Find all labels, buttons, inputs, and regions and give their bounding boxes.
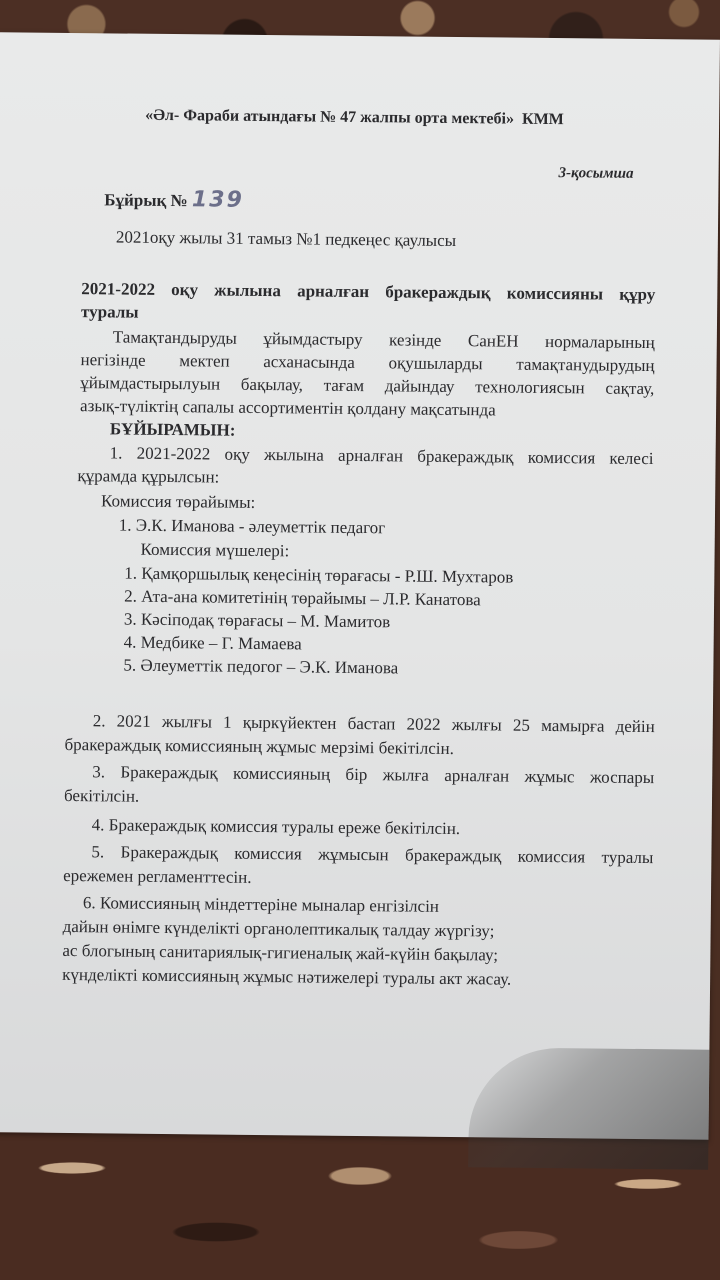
org-type: КММ bbox=[521, 110, 564, 129]
chair-label: Комиссия төрайымы: bbox=[101, 491, 256, 512]
item3-line1: 3. Бракераждық комиссияның бір жылға арналған жұмыс жоспары bbox=[92, 762, 655, 788]
order-title-line2: туралы bbox=[80, 302, 139, 322]
duty-item: ас блогының санитариялық-гигиеналық жай-күйін бақылау; bbox=[62, 940, 499, 965]
item5-line2: ережемен регламенттесін. bbox=[63, 865, 252, 887]
chair-entry: 1. Э.К. Иманова - әлеуметтік педагог bbox=[118, 515, 386, 538]
item1-line1: 1. 2021-2022 оқу жылына арналған бракераждық комиссия келесі bbox=[109, 443, 654, 469]
item5-line1: 5. Бракераждық комиссия жұмысын бракераждық комиссия туралы bbox=[91, 842, 654, 868]
preamble-line4: азық-түліктің сапалы ассортиментін қолдану мақсатында bbox=[80, 396, 496, 420]
item1-line2: құрамда құрылсын: bbox=[77, 466, 220, 487]
order-number-line bbox=[104, 187, 244, 212]
duty-item: дайын өнімге күнделікті органолептикалық талдау жүргізу; bbox=[62, 916, 495, 941]
order-heading: БҰЙЫРАМЫН: bbox=[109, 419, 236, 440]
member-item: 5. Әлеуметтік педогог – Э.К. Иманова bbox=[123, 655, 399, 678]
member-item: 3. Кәсіподақ төрағасы – М. Мамитов bbox=[123, 609, 391, 632]
item2-line2: бракераждық комиссияның жұмыс мерзімі бекітілсін. bbox=[64, 734, 455, 759]
order-label: Бұйрық № bbox=[104, 190, 188, 211]
council-decision: 2021оқу жылы 31 тамыз №1 педкеңес қаулысы bbox=[115, 227, 457, 251]
item6-intro: 6. Комиссияның міндеттеріне мыналар енгізілсін bbox=[82, 893, 440, 916]
document-paper bbox=[0, 32, 720, 1139]
document-body bbox=[0, 32, 720, 1139]
member-item: 4. Медбике – Г. Мамаева bbox=[123, 632, 302, 654]
member-item: 2. Ата-ана комитетінің төрайымы – Л.Р. Канатова bbox=[124, 586, 481, 610]
item4: 4. Бракераждық комиссия туралы ереже бекітілсін. bbox=[91, 815, 461, 839]
handwritten-order-number: 139 bbox=[191, 187, 244, 213]
members-label: Комиссия мүшелері: bbox=[140, 539, 290, 561]
preamble-line1: Тамақтандыруды ұйымдастыру кезінде СанЕН нормаларының bbox=[112, 327, 655, 353]
member-item: 1. Қамқоршылық кеңесінің төрағасы - Р.Ш. Мухтаров bbox=[124, 563, 514, 587]
photo-shadow bbox=[468, 1047, 709, 1170]
item3-line2: бекітілсін. bbox=[63, 785, 140, 806]
school-name bbox=[145, 104, 564, 131]
preamble-line2: негізінде мектеп асханасында оқушыларды тамақтанудырудың bbox=[80, 350, 655, 376]
item2-line1: 2. 2021 жылғы 1 қыркүйектен бастап 2022 жылғы 25 мамырға дейін bbox=[92, 711, 655, 737]
order-title-line1: 2021-2022 оқу жылына арналған бракераждық комиссияны құру bbox=[81, 279, 656, 305]
preamble-line3: ұйымдастырылуын бақылау, тағам дайындау технологиясын сақтау, bbox=[80, 373, 655, 399]
school-title: «Әл- Фараби атындағы № 47 жалпы орта мектебі» bbox=[145, 106, 515, 128]
appendix-label: 3-қосымша bbox=[558, 165, 634, 182]
duty-item: күнделікті комиссияның жұмыс нәтижелері туралы акт жасау. bbox=[62, 964, 512, 989]
